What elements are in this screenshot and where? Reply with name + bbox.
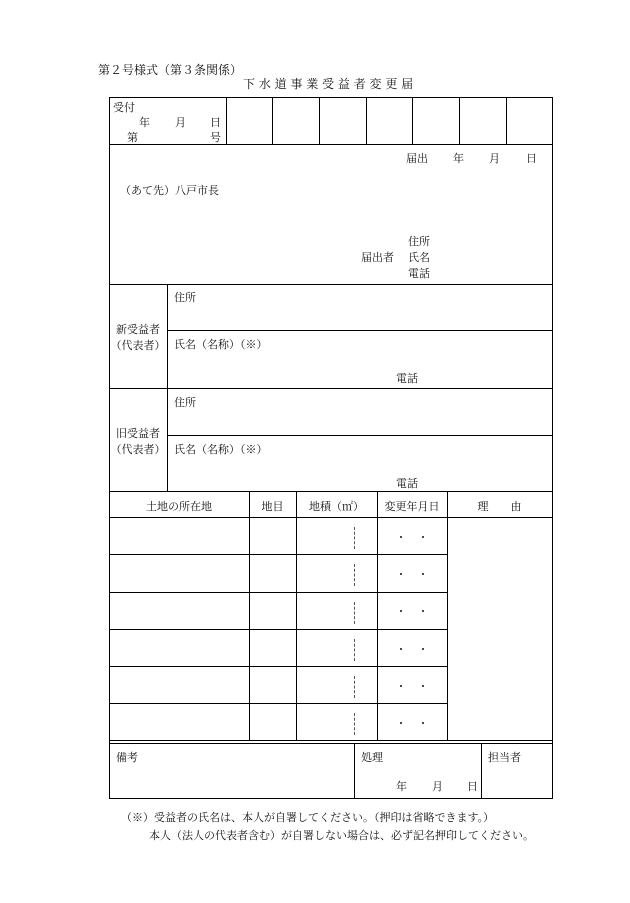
reception-dai: 第 bbox=[127, 131, 138, 144]
old-beneficiary-label-2: （代表者） bbox=[110, 443, 166, 456]
new-beneficiary-address-label: 住所 bbox=[174, 291, 196, 304]
addressee: （あて先）八戸市長 bbox=[120, 184, 219, 197]
old-beneficiary-label-1: 旧受益者 bbox=[116, 427, 160, 440]
note-line-1: （※）受益者の氏名は、本人が自署してください。（押印は省略できます。） bbox=[121, 811, 495, 824]
row-5-date-dots: ・ ・ bbox=[395, 680, 429, 693]
notifier-phone-label: 電話 bbox=[408, 267, 430, 280]
notification-year: 年 bbox=[453, 152, 464, 165]
header-reason: 理 由 bbox=[477, 500, 522, 513]
row-3-date-dots: ・ ・ bbox=[395, 605, 429, 618]
notification-month: 月 bbox=[489, 152, 500, 165]
processing-month: 月 bbox=[432, 780, 443, 793]
reception-year: 年 bbox=[139, 116, 150, 129]
processing-day: 日 bbox=[467, 780, 478, 793]
old-beneficiary-phone-label: 電話 bbox=[396, 477, 418, 490]
reception-label: 受付 bbox=[113, 101, 135, 114]
form-title: 下 水 道 事 業 受 益 者 変 更 届 bbox=[243, 77, 414, 91]
new-beneficiary-name-label: 氏名（名称）（※） bbox=[174, 338, 268, 351]
form-number: 第２号様式（第３条関係） bbox=[98, 63, 243, 77]
note-line-2: 本人（法人の代表者含む）が自署しない場合は、必ず記名押印してください。 bbox=[149, 829, 534, 842]
header-change-date: 変更年月日 bbox=[384, 500, 440, 513]
header-land-category: 地目 bbox=[261, 500, 284, 513]
old-beneficiary-name-label: 氏名（名称）（※） bbox=[174, 443, 268, 456]
notifier-label: 届出者 bbox=[361, 251, 394, 264]
row-1-date-dots: ・ ・ bbox=[395, 531, 429, 544]
notification-date-label: 届出 bbox=[406, 152, 428, 165]
notifier-name-label: 氏名 bbox=[408, 251, 430, 264]
new-beneficiary-label-1: 新受益者 bbox=[116, 323, 160, 336]
processing-label: 処理 bbox=[361, 751, 383, 764]
officer-label: 担当者 bbox=[488, 751, 521, 764]
reception-gou: 号 bbox=[210, 131, 221, 144]
row-6-date-dots: ・ ・ bbox=[395, 717, 429, 730]
header-area: 地積（㎡） bbox=[309, 500, 364, 513]
reception-day: 日 bbox=[210, 116, 221, 129]
header-location: 土地の所在地 bbox=[146, 500, 212, 513]
remarks-label: 備考 bbox=[116, 751, 138, 764]
new-beneficiary-phone-label: 電話 bbox=[396, 372, 418, 385]
notification-day: 日 bbox=[526, 152, 537, 165]
new-beneficiary-label-2: （代表者） bbox=[110, 339, 166, 352]
row-4-date-dots: ・ ・ bbox=[395, 643, 429, 656]
notifier-address-label: 住所 bbox=[408, 235, 430, 248]
processing-year: 年 bbox=[396, 780, 407, 793]
row-2-date-dots: ・ ・ bbox=[395, 568, 429, 581]
old-beneficiary-address-label: 住所 bbox=[174, 396, 196, 409]
reception-month: 月 bbox=[175, 116, 186, 129]
